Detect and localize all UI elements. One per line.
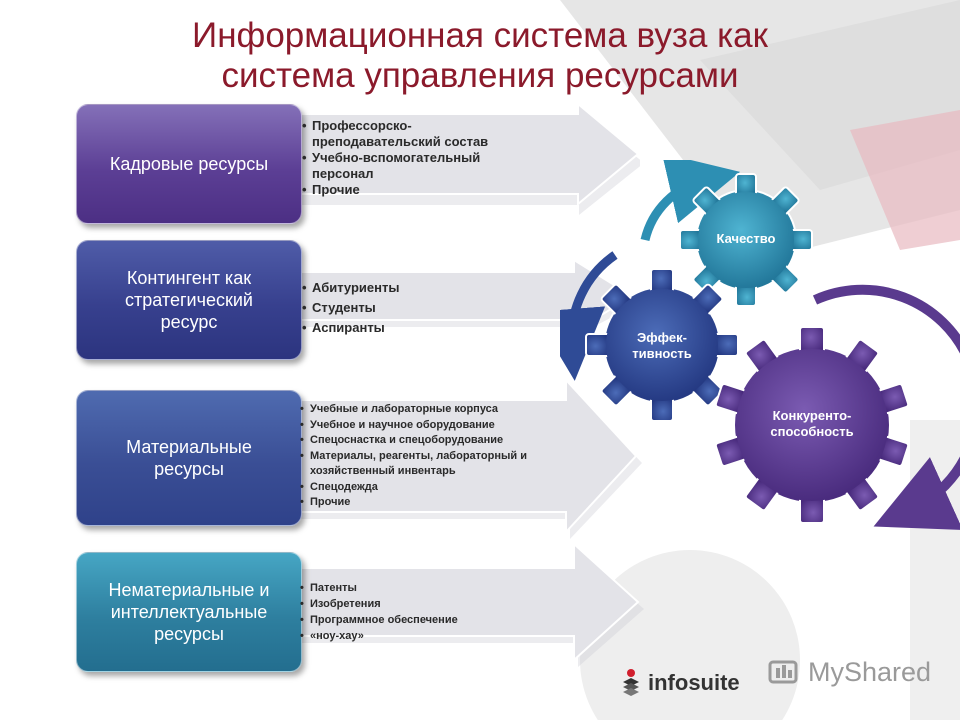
list-item: • Программное обеспечение [300,612,458,628]
category-label-staff: Кадровые ресурсы [109,154,269,174]
list-item: • Изобретения [300,596,458,612]
list-item: • Абитуриенты [302,278,399,298]
items-list-staff [302,118,572,198]
list-item: • Прочие [302,182,572,198]
items-list-students [302,278,399,338]
list-item: • Спецоснастка и спецоборудование [300,433,575,449]
gear-label-competitiveness: Конкуренто-способность [770,408,854,439]
page-title [150,16,810,96]
list-item: • Спецодежда [300,480,575,496]
list-item: • Учебно-вспомогательный персонал [302,150,542,182]
category-box-staff [76,104,302,224]
category-label-students: Контингент как стратегический ресурс [125,268,253,332]
list-item: • Аспиранты [302,318,399,338]
items-list-intangible [300,580,458,644]
category-label-intangible: Нематериальные и интеллектуальные ресурсы [108,580,270,644]
category-box-intangible [76,552,302,672]
category-label-material: Материальные ресурсы [126,437,252,479]
title-line-1: Информационная система вуза как [192,16,768,55]
list-item: • Прочие [300,495,575,511]
category-box-students [76,240,302,360]
list-item: • Студенты [302,298,399,318]
infosuite-logo [620,668,740,698]
list-item: • Учебное и научное оборудование [300,418,575,434]
gear-label-quality: Качество [716,231,776,246]
category-box-material [76,390,302,526]
infosuite-icon [620,668,642,698]
list-item: • Материалы, реагенты, лабораторный и хозяйственный инвентарь [300,449,575,480]
title-line-2: система управления ресурсами [221,56,739,95]
items-list-material [300,402,575,511]
myshared-text: MyShared [808,656,932,687]
gear-label-efficiency: Эффек-тивность [632,330,692,361]
myshared-logo [768,656,931,688]
list-item: • Учебные и лабораторные корпуса [300,402,575,418]
infosuite-text: infosuite [648,670,740,695]
list-item: • Профессорско-преподавательский состав [302,118,502,150]
list-item: • «ноу-хау» [300,628,458,644]
myshared-icon [768,656,804,688]
list-item: • Патенты [300,580,458,596]
